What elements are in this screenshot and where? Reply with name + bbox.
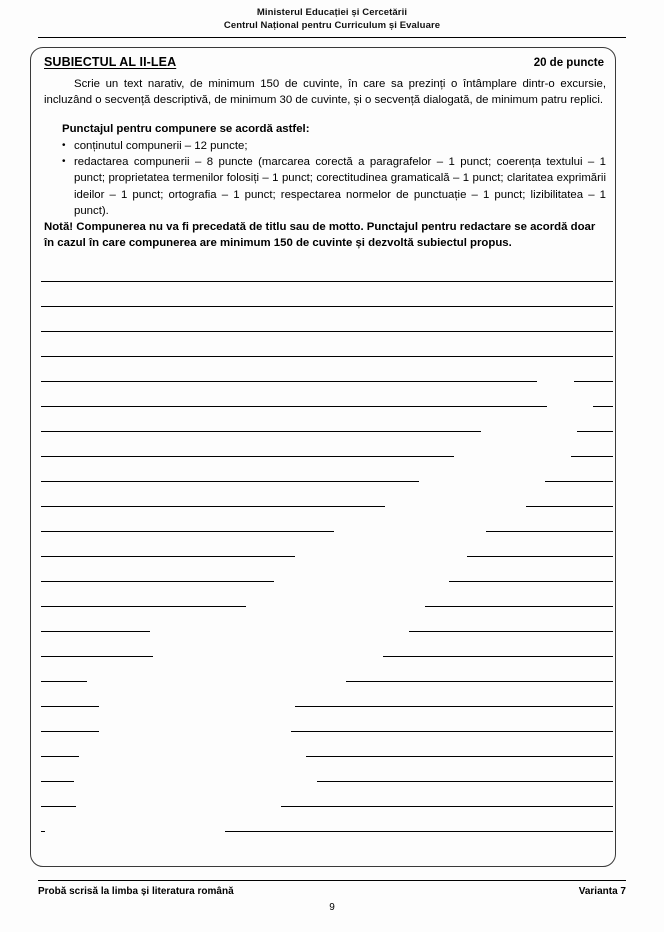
answer-line-segment [41, 331, 613, 332]
answer-line-segment [383, 656, 613, 657]
answer-line-segment [41, 306, 613, 307]
answer-line-segment [41, 456, 454, 457]
answer-line-segment [41, 631, 150, 632]
answer-line-segment [486, 531, 613, 532]
answer-line-segment [41, 781, 74, 782]
header-center-line: Centrul Național pentru Curriculum și Evaluare [223, 20, 441, 31]
answer-line-segment [41, 706, 99, 707]
answer-line-segment [467, 556, 613, 557]
answer-line-segment [41, 756, 79, 757]
page-number: 9 [329, 902, 335, 913]
subject-title: SUBIECTUL AL II-LEA [44, 55, 177, 69]
answer-line-segment [41, 731, 99, 732]
answer-line-segment [574, 381, 613, 382]
answer-line-segment [41, 581, 274, 582]
answer-line-segment [41, 831, 45, 832]
document-footer [38, 886, 626, 897]
answer-line-segment [409, 631, 613, 632]
answer-line-segment [306, 756, 613, 757]
footer-exam-name: Probă scrisă la limba și literatura română [38, 886, 234, 897]
answer-line-segment [41, 356, 613, 357]
answer-line-segment [41, 556, 295, 557]
answer-line-segment [425, 606, 613, 607]
answer-line-segment [41, 606, 246, 607]
answer-line-segment [41, 281, 613, 282]
footer-variant: Varianta 7 [578, 886, 626, 897]
subject-points: 20 de puncte [533, 57, 604, 69]
answer-line-segment [577, 431, 613, 432]
scoring-bullet-redaction: • redactarea compunerii – 8 puncte (marcarea corectă a paragrafelor – 1 punct; coerența textului – 1 punct; proprietatea termenilor folosiți – 1 punct; corectitudinea gramaticală – 1 punct; claritatea exprimării ideilor – 1 punct; ortografia – 1 punct; respectarea normelor de punctuație – 1 punct; lizibilitatea – 1 punct). [74, 154, 606, 218]
answer-line-segment [41, 806, 76, 807]
answer-line-segment [41, 531, 334, 532]
subject-header-row [44, 55, 604, 69]
answer-line-segment [41, 381, 537, 382]
answer-line-segment [41, 681, 87, 682]
instructions-block [44, 76, 606, 251]
answer-line-segment [41, 406, 547, 407]
answer-line-segment [41, 431, 481, 432]
answer-line-segment [526, 506, 613, 507]
answer-line-segment [281, 806, 613, 807]
document-header [0, 6, 664, 32]
task-paragraph: Scrie un text narativ, de minimum 150 de cuvinte, în care sa prezinți o întâmplare dintr-o excursie, incluzând o secvență descriptivă, de minimum 30 de cuvinte, și o secvență dialogată, de minimum patru replici. [44, 78, 606, 107]
answer-line-segment [225, 831, 613, 832]
answer-line-segment [41, 481, 419, 482]
answer-line-segment [41, 506, 385, 507]
answer-line-segment [571, 456, 613, 457]
answer-line-segment [346, 681, 613, 682]
exam-subject-box [30, 47, 616, 867]
scoring-bullet-content: • conținutul compunerii – 12 puncte; [74, 138, 606, 154]
note-paragraph: Notă! Compunerea nu va fi precedată de titlu sau de motto. Punctajul pentru redactare se acordă doar în cazul în care compunerea are minimum 150 de cuvinte și dezvoltă subiectul propus. [44, 220, 596, 249]
footer-divider [38, 880, 626, 881]
scoring-heading: Punctajul pentru compunere se acordă astfel: [62, 123, 310, 136]
answer-line-segment [449, 581, 613, 582]
header-ministry-line: Ministerul Educației și Cercetării [256, 7, 408, 18]
answer-line-segment [295, 706, 613, 707]
answer-line-segment [545, 481, 613, 482]
answer-line-segment [291, 731, 613, 732]
answer-line-segment [41, 656, 153, 657]
answer-line-segment [593, 406, 613, 407]
header-divider [38, 37, 626, 38]
answer-line-segment [317, 781, 613, 782]
scoring-bullet-list [44, 138, 606, 218]
